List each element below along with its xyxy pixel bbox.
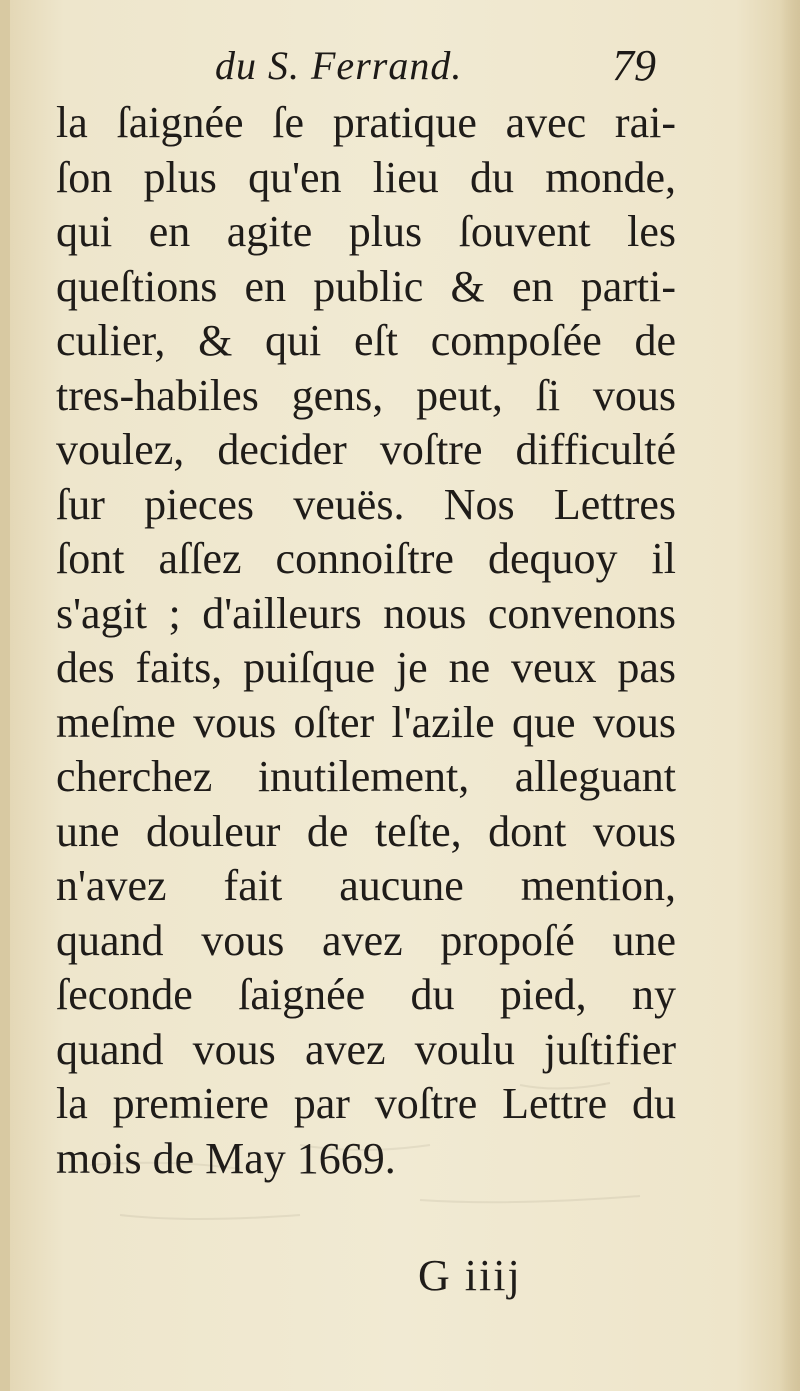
page-edge-left bbox=[0, 0, 10, 1391]
running-head bbox=[0, 40, 800, 100]
text-line: ſur pieces veuës. Nos Lettres bbox=[56, 479, 676, 529]
text-line: n'avez fait aucune mention, bbox=[56, 861, 676, 910]
page-edge-right bbox=[780, 0, 800, 1391]
text-line: culier, & qui eſt compoſée de bbox=[56, 316, 676, 365]
text-line: ſont aſſez connoiſtre dequoy il bbox=[56, 534, 676, 583]
text-line: meſme vous oſter l'azile que vous bbox=[56, 697, 676, 747]
text-line: quand vous avez voulu juſtifier bbox=[56, 1024, 676, 1074]
text-line: la ſaignée ſe pratique avec rai- bbox=[56, 98, 676, 147]
text-line: qui en agite plus ſouvent les bbox=[56, 207, 676, 256]
text-line: quand vous avez propoſé une bbox=[56, 915, 676, 965]
text-line: mois de May 1669. bbox=[56, 1133, 396, 1183]
text-line: des faits, puiſque je ne veux pas bbox=[56, 643, 676, 692]
text-line: ſon plus qu'en lieu du monde, bbox=[56, 152, 676, 202]
text-line: la premiere par voſtre Lettre du bbox=[56, 1079, 676, 1128]
text-line: queſtions en public & en parti- bbox=[56, 261, 676, 311]
text-line: une douleur de teſte, dont vous bbox=[56, 806, 676, 856]
text-line: s'agit ; d'ailleurs nous convenons bbox=[56, 588, 676, 638]
body-text bbox=[56, 96, 676, 1186]
text-line: cherchez inutilement, alleguant bbox=[56, 752, 676, 801]
signature-mark: G iiij bbox=[418, 1251, 522, 1300]
running-title: du S. Ferrand. bbox=[215, 43, 463, 88]
page-number: 79 bbox=[612, 41, 656, 90]
text-line: tres-habiles gens, peut, ſi vous bbox=[56, 370, 676, 420]
text-line: ſeconde ſaignée du pied, ny bbox=[56, 970, 676, 1019]
text-line: voulez, decider voſtre difficulté bbox=[56, 425, 676, 474]
